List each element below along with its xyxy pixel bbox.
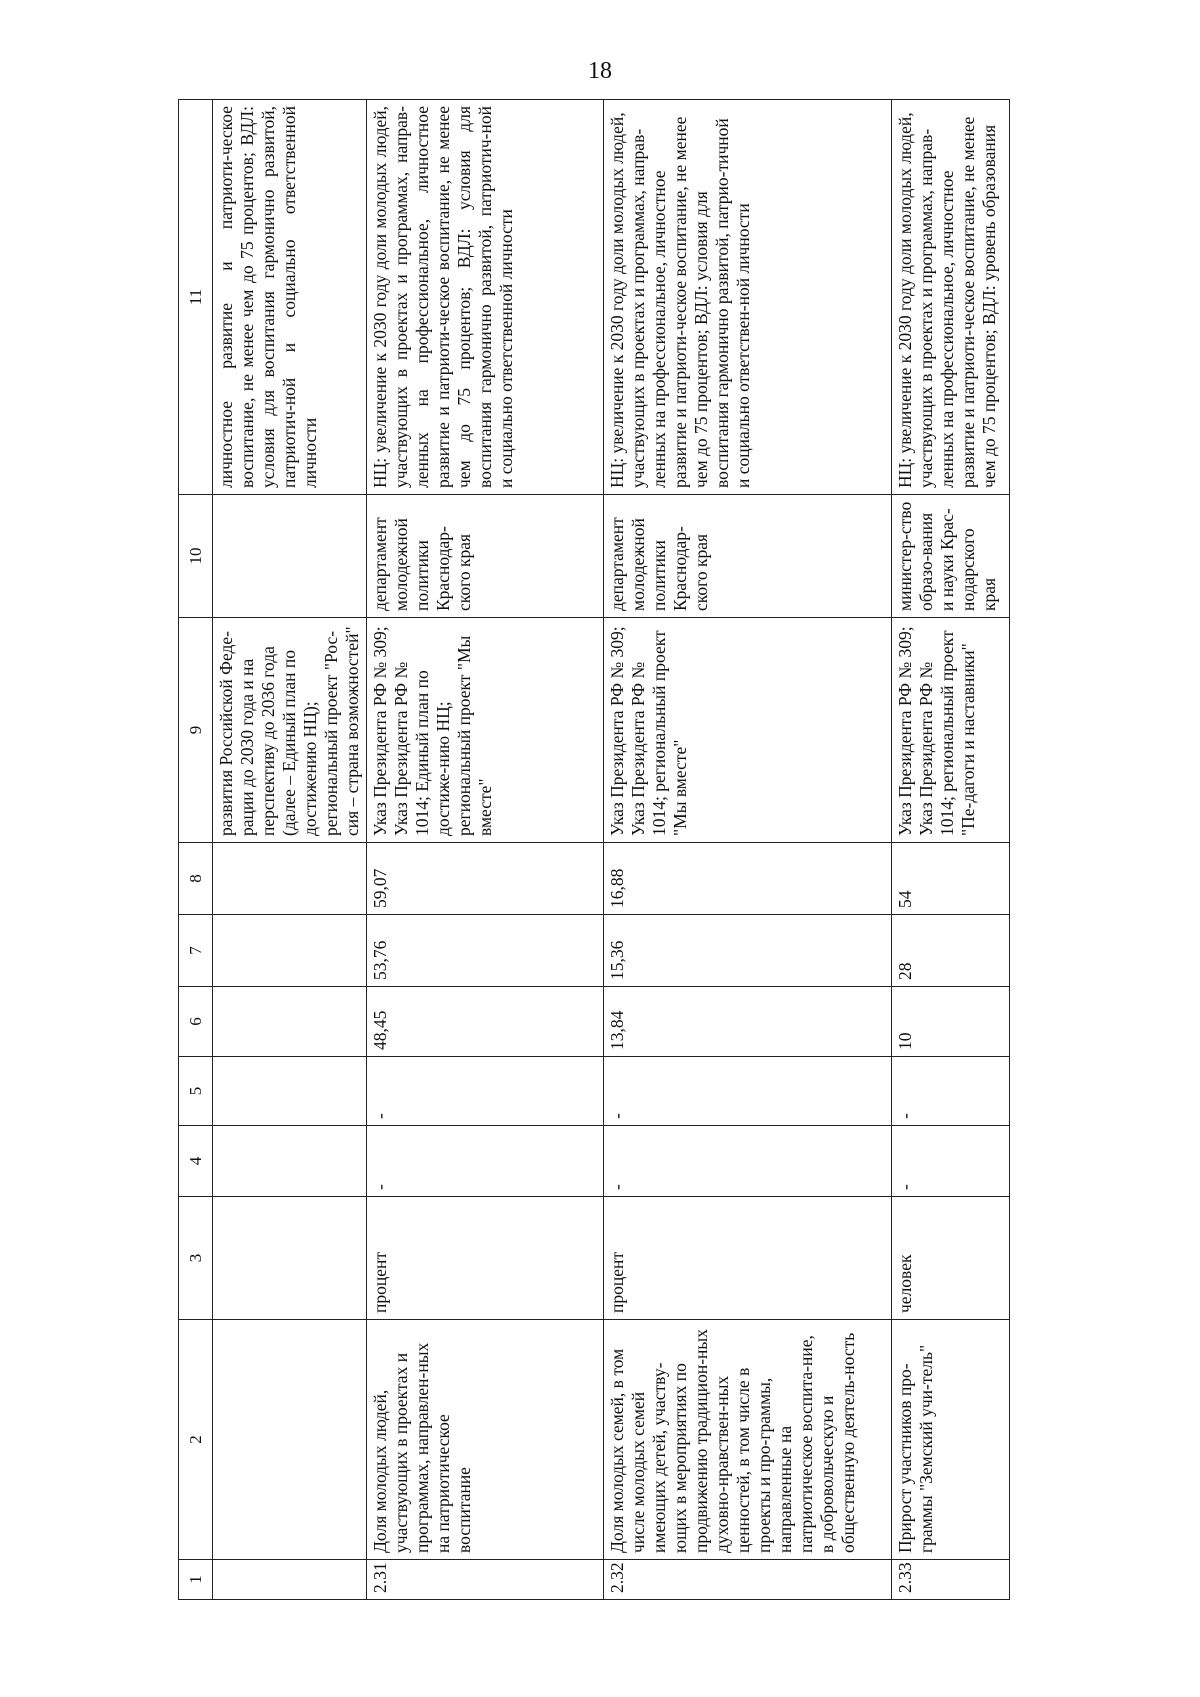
cell-responsible: департамент молодежной политики Краснодар-ского края bbox=[367, 495, 604, 618]
col-header-9: 9 bbox=[179, 618, 213, 843]
cell-col4 bbox=[213, 1126, 367, 1197]
cell-indicator bbox=[213, 1320, 367, 1560]
cell-col8: 16,88 bbox=[604, 843, 892, 915]
col-header-3: 3 bbox=[179, 1197, 213, 1320]
col-header-5: 5 bbox=[179, 1057, 213, 1126]
cell-col8: 54 bbox=[892, 843, 1010, 915]
cell-col6: 10 bbox=[892, 987, 1010, 1057]
cell-col6: 48,45 bbox=[367, 987, 604, 1057]
cell-col7: 15,36 bbox=[604, 915, 892, 987]
cell-responsible: министер-ство образо-вания и науки Крас-нодарского края bbox=[892, 495, 1010, 618]
cell-col4: - bbox=[604, 1126, 892, 1197]
table-row-continuation bbox=[213, 100, 367, 1600]
cell-unit: процент bbox=[604, 1197, 892, 1320]
cell-col5: - bbox=[367, 1057, 604, 1126]
rotated-table-container bbox=[178, 100, 1000, 1600]
col-header-6: 6 bbox=[179, 987, 213, 1057]
cell-number: 2.32 bbox=[604, 1560, 892, 1600]
cell-number: 2.31 bbox=[367, 1560, 604, 1600]
table-row-2-33 bbox=[892, 100, 1010, 1600]
cell-col5 bbox=[213, 1057, 367, 1126]
cell-goals: НЦ: увеличение к 2030 году доли молодых людей, участвующих в проектах и программах, направ-ленных на профессиональное, личностное развитие и патриоти-ческое воспитание, не менее чем до 75 процентов; ВДЛ: условия для воспитания гармонично развитой, патрио-тичной и социально ответствен-ной личности bbox=[604, 100, 892, 495]
cell-number: 2.33 bbox=[892, 1560, 1010, 1600]
page-number: 18 bbox=[588, 58, 612, 84]
col-header-11: 11 bbox=[179, 100, 213, 495]
cell-col5: - bbox=[892, 1057, 1010, 1126]
cell-indicator: Доля молодых семей, в том числе молодых семей имеющих детей, участву-ющих в мероприятиях по продвижению традицион-ных духовно-нравствен-ных ценностей, в том числе в проекты и про-граммы, направленные на патриотическое воспита-ние, в добровольческую и общественную деятель-ность bbox=[604, 1320, 892, 1560]
cell-goals: личностное развитие и патриоти-ческое воспитание, не менее чем до 75 процентов; ВДЛ: условия для воспитания гармонично развитой, патриотич-ной и социально ответственной личности bbox=[213, 100, 367, 495]
col-header-1: 1 bbox=[179, 1560, 213, 1600]
cell-unit: процент bbox=[367, 1197, 604, 1320]
cell-number bbox=[213, 1560, 367, 1600]
cell-goals: НЦ: увеличение к 2030 году доли молодых людей, участвующих в проектах и программах, направ-ленных на профессиональное, личностное развитие и патриоти-ческое воспитание, не менее чем до 75 процентов; ВДЛ: уровень образования bbox=[892, 100, 1010, 495]
col-header-4: 4 bbox=[179, 1126, 213, 1197]
cell-col7: 28 bbox=[892, 915, 1010, 987]
cell-col8 bbox=[213, 843, 367, 915]
cell-col6 bbox=[213, 987, 367, 1057]
cell-documents: Указ Президента РФ № 309; Указ Президента РФ № 1014; региональный проект "Мы вместе" bbox=[604, 618, 892, 843]
cell-col8: 59,07 bbox=[367, 843, 604, 915]
cell-col4: - bbox=[892, 1126, 1010, 1197]
cell-documents: Указ Президента РФ № 309; Указ Президента РФ № 1014; региональный проект "Пе-дагоги и наставники" bbox=[892, 618, 1010, 843]
col-header-10: 10 bbox=[179, 495, 213, 618]
cell-documents: развития Российской Феде-рации до 2030 года и на перспективу до 2036 года (далее – Единый план по достижению НЦ); региональный проект "Рос-сия – страна возможностей" bbox=[213, 618, 367, 843]
cell-unit: человек bbox=[892, 1197, 1010, 1320]
col-header-7: 7 bbox=[179, 915, 213, 987]
cell-col6: 13,84 bbox=[604, 987, 892, 1057]
indicators-table bbox=[178, 99, 1010, 1600]
cell-col5: - bbox=[604, 1057, 892, 1126]
header-row bbox=[179, 100, 213, 1600]
col-header-8: 8 bbox=[179, 843, 213, 915]
cell-col7: 53,76 bbox=[367, 915, 604, 987]
cell-indicator: Доля молодых людей, участвующих в проектах и программах, направлен-ных на патриотическое воспитание bbox=[367, 1320, 604, 1560]
table-row-2-32 bbox=[604, 100, 892, 1600]
cell-unit bbox=[213, 1197, 367, 1320]
cell-goals: НЦ: увеличение к 2030 году доли молодых людей, участвующих в проектах и программах, направ-ленных на профессиональное, личностное развитие и патриоти-ческое воспитание, не менее чем до 75 процентов; ВДЛ: условия для воспитания гармонично развитой, патриотич-ной и социально ответственной личности bbox=[367, 100, 604, 495]
col-header-2: 2 bbox=[179, 1320, 213, 1560]
cell-col4: - bbox=[367, 1126, 604, 1197]
cell-responsible bbox=[213, 495, 367, 618]
cell-indicator: Прирост участников про-граммы "Земский учи-тель" bbox=[892, 1320, 1010, 1560]
cell-documents: Указ Президента РФ № 309; Указ Президента РФ № 1014; Единый план по достиже-нию НЦ; региональный проект "Мы вместе" bbox=[367, 618, 604, 843]
table-row-2-31 bbox=[367, 100, 604, 1600]
cell-responsible: департамент молодежной политики Краснодар-ского края bbox=[604, 495, 892, 618]
cell-col7 bbox=[213, 915, 367, 987]
